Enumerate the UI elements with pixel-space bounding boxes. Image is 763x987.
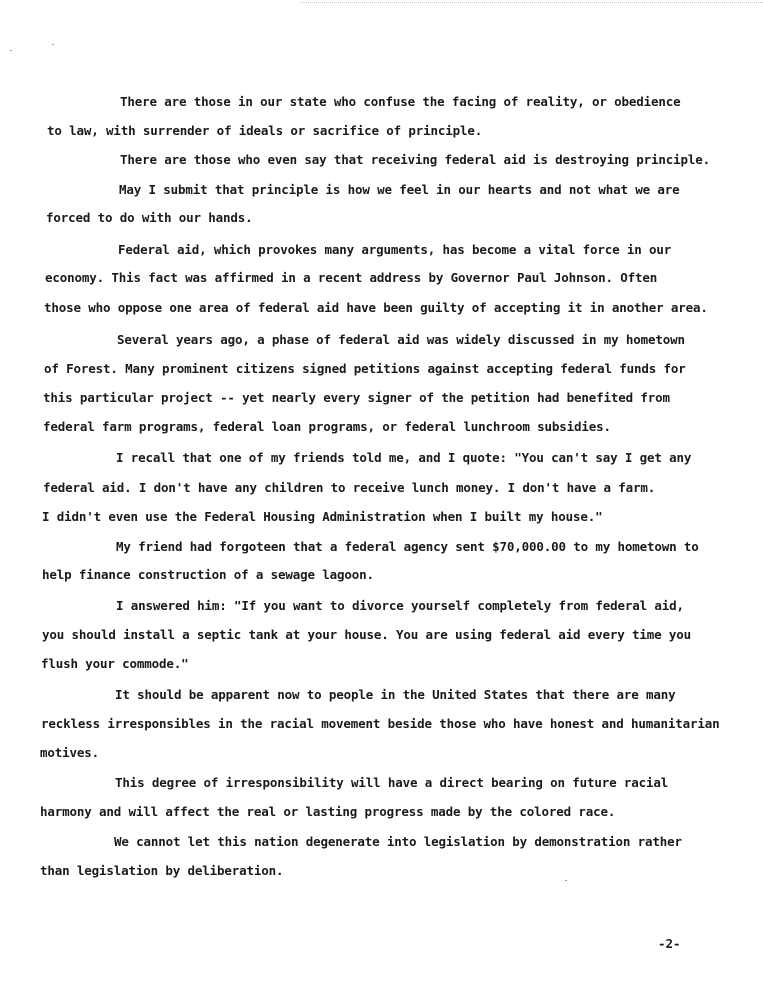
paragraph-4-line-1: Federal aid, which provokes many arguments, has become a vital force in our <box>118 242 672 257</box>
paragraph-1-line-1: There are those in our state who confuse the facing of reality, or obedience <box>120 94 681 109</box>
paragraph-1-line-2: to law, with surrender of ideals or sacrifice of principle. <box>47 123 483 138</box>
paragraph-10-line-1: This degree of irresponsibility will have a direct bearing on future racial <box>115 775 669 790</box>
paragraph-4-line-2: economy. This fact was affirmed in a recent address by Governor Paul Johnson. Often <box>45 270 658 285</box>
scan-speck <box>565 880 567 881</box>
paragraph-4-line-3: those who oppose one area of federal aid have been guilty of accepting it in another area. <box>44 300 708 315</box>
paragraph-6-line-2: federal aid. I don't have any children to receive lunch money. I don't have a farm. <box>43 480 656 495</box>
paragraph-3-line-1: May I submit that principle is how we feel in our hearts and not what we are <box>119 182 680 197</box>
paragraph-8-line-3: flush your commode." <box>41 656 189 671</box>
paragraph-8-line-1: I answered him: "If you want to divorce yourself completely from federal aid, <box>116 598 684 613</box>
paragraph-6-line-1: I recall that one of my friends told me, and I quote: "You can't say I get any <box>116 450 692 465</box>
paragraph-9-line-2: reckless irresponsibles in the racial movement beside those who have honest and humanitarian <box>41 716 720 731</box>
paragraph-5-line-1: Several years ago, a phase of federal aid was widely discussed in my hometown <box>117 332 685 347</box>
paragraph-7-line-2: help finance construction of a sewage lagoon. <box>42 567 374 582</box>
paragraph-11-line-2: than legislation by deliberation. <box>40 863 284 878</box>
paragraph-5-line-2: of Forest. Many prominent citizens signed petitions against accepting federal funds for <box>44 361 686 376</box>
paragraph-5-line-3: this particular project -- yet nearly every signer of the petition had benefited from <box>43 390 670 405</box>
paragraph-5-line-4: federal farm programs, federal loan programs, or federal lunchroom subsidies. <box>43 419 611 434</box>
page-number: -2- <box>658 936 681 951</box>
paragraph-3-line-2: forced to do with our hands. <box>46 210 253 225</box>
scan-speck <box>52 44 54 45</box>
paragraph-9-line-1: It should be apparent now to people in the United States that there are many <box>115 687 676 702</box>
paragraph-2-line-1: There are those who even say that receiving federal aid is destroying principle. <box>120 152 711 167</box>
paragraph-9-line-3: motives. <box>40 745 100 760</box>
scan-speck <box>10 50 12 51</box>
paragraph-11-line-1: We cannot let this nation degenerate into legislation by demonstration rather <box>114 834 682 849</box>
paragraph-8-line-2: you should install a septic tank at your house. You are using federal aid every time you <box>42 627 692 642</box>
paragraph-10-line-2: harmony and will affect the real or lasting progress made by the colored race. <box>40 804 616 819</box>
paragraph-7-line-1: My friend had forgoteen that a federal agency sent $70,000.00 to my hometown to <box>116 539 699 554</box>
paragraph-6-line-3: I didn't even use the Federal Housing Administration when I built my house." <box>42 509 603 524</box>
